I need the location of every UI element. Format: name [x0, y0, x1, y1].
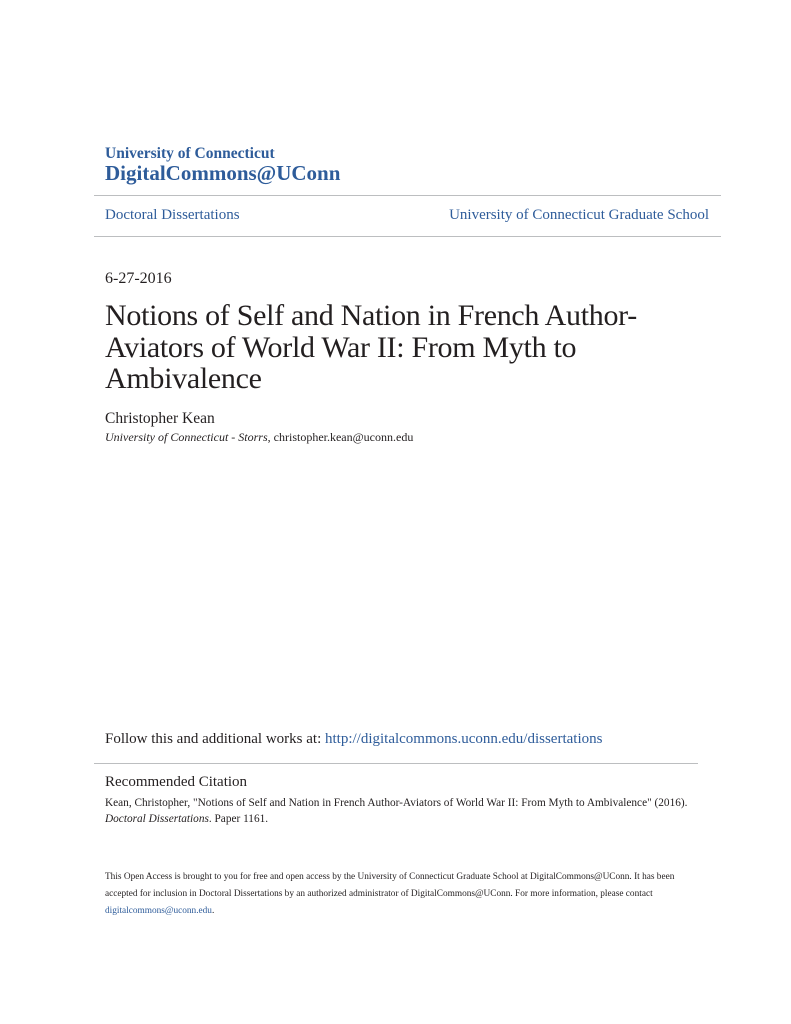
title-line: Ambivalence: [105, 362, 262, 395]
author-name[interactable]: Christopher Kean: [105, 410, 215, 427]
author-email: christopher.kean@uconn.edu: [273, 430, 414, 444]
title-line: Aviators of World War II: From Myth to: [105, 330, 577, 364]
author-affiliation: [105, 430, 413, 445]
citation-text: [105, 796, 705, 827]
affiliation-name: University of Connecticut - Storrs: [105, 430, 268, 444]
citation-divider: [94, 763, 698, 764]
title-line: Notions of Self and Nation in French Author-: [105, 299, 637, 332]
citation-paper: . Paper 1161.: [208, 812, 269, 825]
header-divider-top: [94, 195, 721, 196]
institution-name[interactable]: University of Connecticut: [105, 145, 275, 162]
access-note: [105, 869, 685, 920]
citation-body: Kean, Christopher, "Notions of Self and Nation in French Author-Aviators of World War II: From Myth to Ambivalence" (2016).: [105, 797, 688, 809]
school-link[interactable]: University of Connecticut Graduate School: [449, 207, 709, 223]
follow-line: [105, 731, 602, 748]
series-link[interactable]: Doctoral Dissertations: [105, 207, 240, 223]
citation-heading: Recommended Citation: [105, 774, 248, 790]
citation-series: Doctoral Dissertations: [105, 812, 209, 825]
collection-link[interactable]: http://digitalcommons.uconn.edu/dissertations: [324, 731, 603, 747]
repository-name[interactable]: DigitalCommons@UConn: [105, 161, 341, 185]
header-divider-bottom: [94, 236, 721, 237]
access-note-text: This Open Access is brought to you for free and open access by the University of Connecticut Graduate School at DigitalCommons@UConn. It has been accepted for inclusion in Doctoral Dissertations by an authorized administrator of DigitalCommons@UConn. For more information, please contact: [105, 872, 675, 899]
contact-email-link[interactable]: digitalcommons@uconn.edu: [105, 906, 212, 916]
follow-label: Follow this and additional works at:: [105, 731, 325, 747]
access-note-end: .: [211, 906, 215, 916]
document-title: [105, 300, 665, 395]
affiliation-separator: ,: [267, 430, 274, 444]
publication-date: 6-27-2016: [105, 270, 172, 287]
